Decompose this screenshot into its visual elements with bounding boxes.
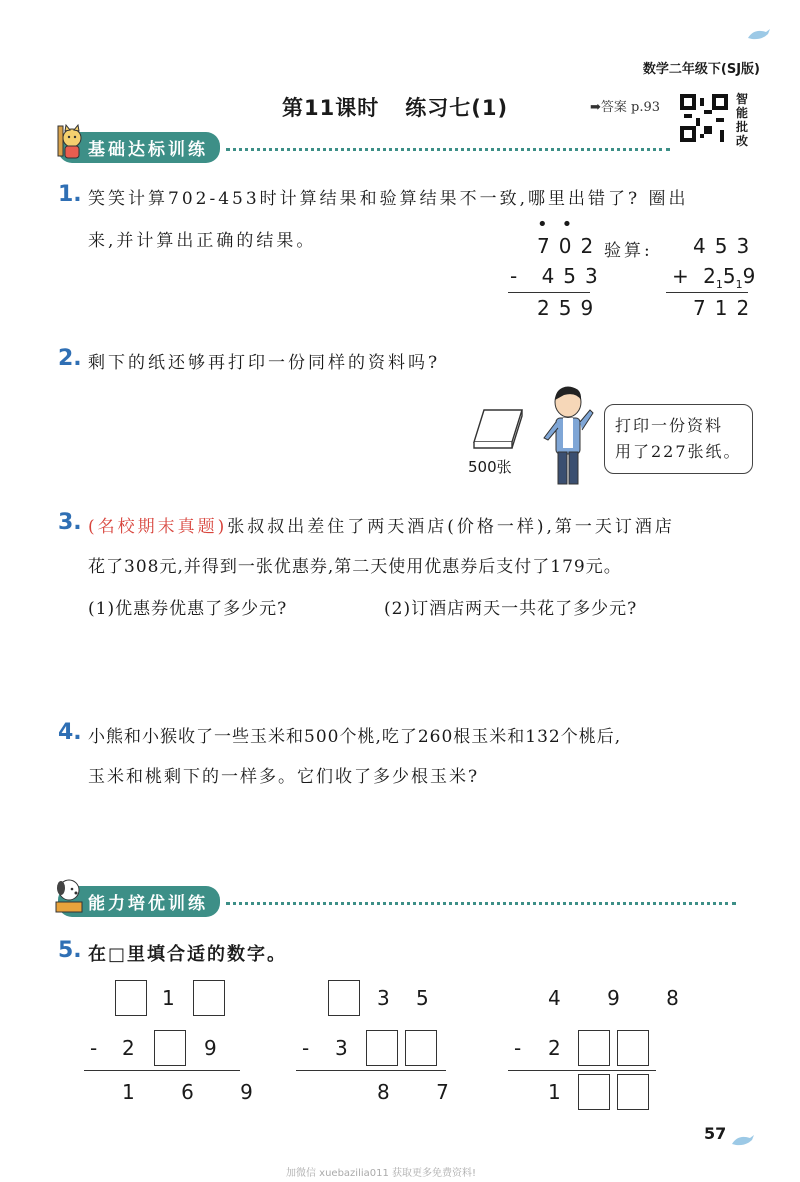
- answer-box[interactable]: [617, 1030, 649, 1066]
- qr-code-icon[interactable]: [680, 94, 728, 142]
- section-label: 基础达标训练: [58, 132, 220, 163]
- puzzle-b-sign: -: [302, 1036, 319, 1060]
- subtraction-result: 259: [537, 296, 603, 320]
- puzzle-a-sub-d1: 2: [122, 1036, 144, 1060]
- answer-box[interactable]: [578, 1074, 610, 1110]
- section-label: 能力培优训练: [58, 886, 220, 917]
- question-3-sub1: (1)优惠券优惠了多少元?: [88, 599, 288, 619]
- question-4-line1: 小熊和小猴收了一些玉米和500个桃,吃了260根玉米和132个桃后,: [88, 727, 622, 747]
- question-number: 4.: [58, 720, 82, 745]
- question-number: 2.: [58, 346, 82, 371]
- puzzle-a-top-mid: 1: [162, 986, 184, 1010]
- paper-count-label: 500张: [468, 458, 512, 476]
- section-divider: [226, 148, 670, 151]
- answer-reference: ➡答案 p.93: [590, 100, 661, 115]
- question-3-line1: (名校期末真题)张叔叔出差住了两天酒店(价格一样),第一天订酒店: [88, 517, 675, 537]
- section-banner-advanced: [58, 886, 736, 916]
- lesson-number: 第11课时: [282, 96, 380, 120]
- exam-source-tag: (名校期末真题): [88, 517, 228, 537]
- check-add-sign: +: [672, 264, 689, 288]
- page-number: 57: [704, 1124, 727, 1143]
- question-number: 3.: [58, 510, 82, 535]
- puzzle-b-top-d3: 5: [416, 986, 438, 1010]
- cat-mascot-icon: [52, 122, 86, 162]
- question-3-sub2: (2)订酒店两天一共花了多少元?: [384, 599, 638, 619]
- answer-box[interactable]: [617, 1074, 649, 1110]
- puzzle-c-sign: -: [514, 1036, 531, 1060]
- book-title: 数学二年级下(SJ版): [642, 62, 760, 77]
- answer-box[interactable]: [154, 1030, 186, 1066]
- question-1: [58, 182, 82, 207]
- page-title: [282, 92, 508, 122]
- subtraction-rule: [508, 292, 590, 293]
- puzzle-c-sub-d1: 2: [548, 1036, 570, 1060]
- puzzle-c-result-d1: 1: [548, 1080, 570, 1104]
- question-1-line2: 来,并计算出正确的结果。: [88, 231, 317, 251]
- check-addend: + $2_15_19$: [672, 264, 756, 291]
- subtraction-top: 702: [537, 234, 603, 258]
- carry-mark: 1: [715, 278, 723, 291]
- puzzle-b-rule: [296, 1070, 446, 1071]
- subtraction-subtrahend: - 453: [510, 264, 607, 288]
- puzzle-a-result: 1 6 9: [122, 1080, 273, 1104]
- puzzle-b-result: 8 7: [377, 1080, 469, 1104]
- check-rule: [666, 292, 748, 293]
- puzzle-a-sub-d3: 9: [204, 1036, 226, 1060]
- question-number: 1.: [58, 182, 82, 207]
- puzzle-b-sub-d1: 3: [335, 1036, 357, 1060]
- answer-box[interactable]: [115, 980, 147, 1016]
- check-result: 712: [693, 296, 759, 320]
- answer-box[interactable]: [366, 1030, 398, 1066]
- question-4-line2: 玉米和桃剩下的一样多。它们收了多少根玉米?: [88, 767, 480, 787]
- dolphin-icon: [746, 26, 772, 44]
- puzzle-a-sign: -: [90, 1036, 107, 1060]
- lesson-topic: 练习七(1): [405, 96, 509, 120]
- check-top: 453: [693, 234, 759, 258]
- question-5-text: 在□里填合适的数字。: [88, 944, 288, 965]
- carry-mark: 1: [735, 278, 743, 291]
- speech-bubble: [604, 404, 753, 474]
- boy-figure-icon: [540, 386, 596, 488]
- bubble-line2: 用了227张纸。: [615, 442, 742, 461]
- smart-grading-label: 智能批改: [736, 92, 749, 148]
- bubble-line1: 打印一份资料: [615, 416, 724, 435]
- dolphin-icon: [730, 1132, 756, 1150]
- borrow-dots: ••: [537, 214, 587, 235]
- puzzle-b-top-d2: 3: [377, 986, 399, 1010]
- footer-watermark: 加微信 xuebazilia011 获取更多免费资料!: [286, 1168, 477, 1179]
- question-number: 5.: [58, 938, 82, 963]
- section-banner-basic: [58, 132, 670, 162]
- dog-mascot-icon: [52, 876, 86, 916]
- question-3-line2: 花了308元,并得到一张优惠券,第二天使用优惠券后支付了179元。: [88, 557, 622, 577]
- check-label: 验算:: [604, 241, 653, 261]
- answer-box[interactable]: [405, 1030, 437, 1066]
- answer-box[interactable]: [578, 1030, 610, 1066]
- paper-stack-icon: [470, 408, 526, 450]
- section-divider: [226, 902, 736, 905]
- puzzle-c-top: 4 9 8: [548, 986, 699, 1010]
- puzzle-a-rule: [84, 1070, 240, 1071]
- question-1-line1: 笑笑计算702-453时计算结果和验算结果不一致,哪里出错了? 圈出: [88, 189, 689, 209]
- question-2-text: 剩下的纸还够再打印一份同样的资料吗?: [88, 353, 441, 373]
- answer-box[interactable]: [328, 980, 360, 1016]
- puzzle-c-rule: [508, 1070, 656, 1071]
- answer-box[interactable]: [193, 980, 225, 1016]
